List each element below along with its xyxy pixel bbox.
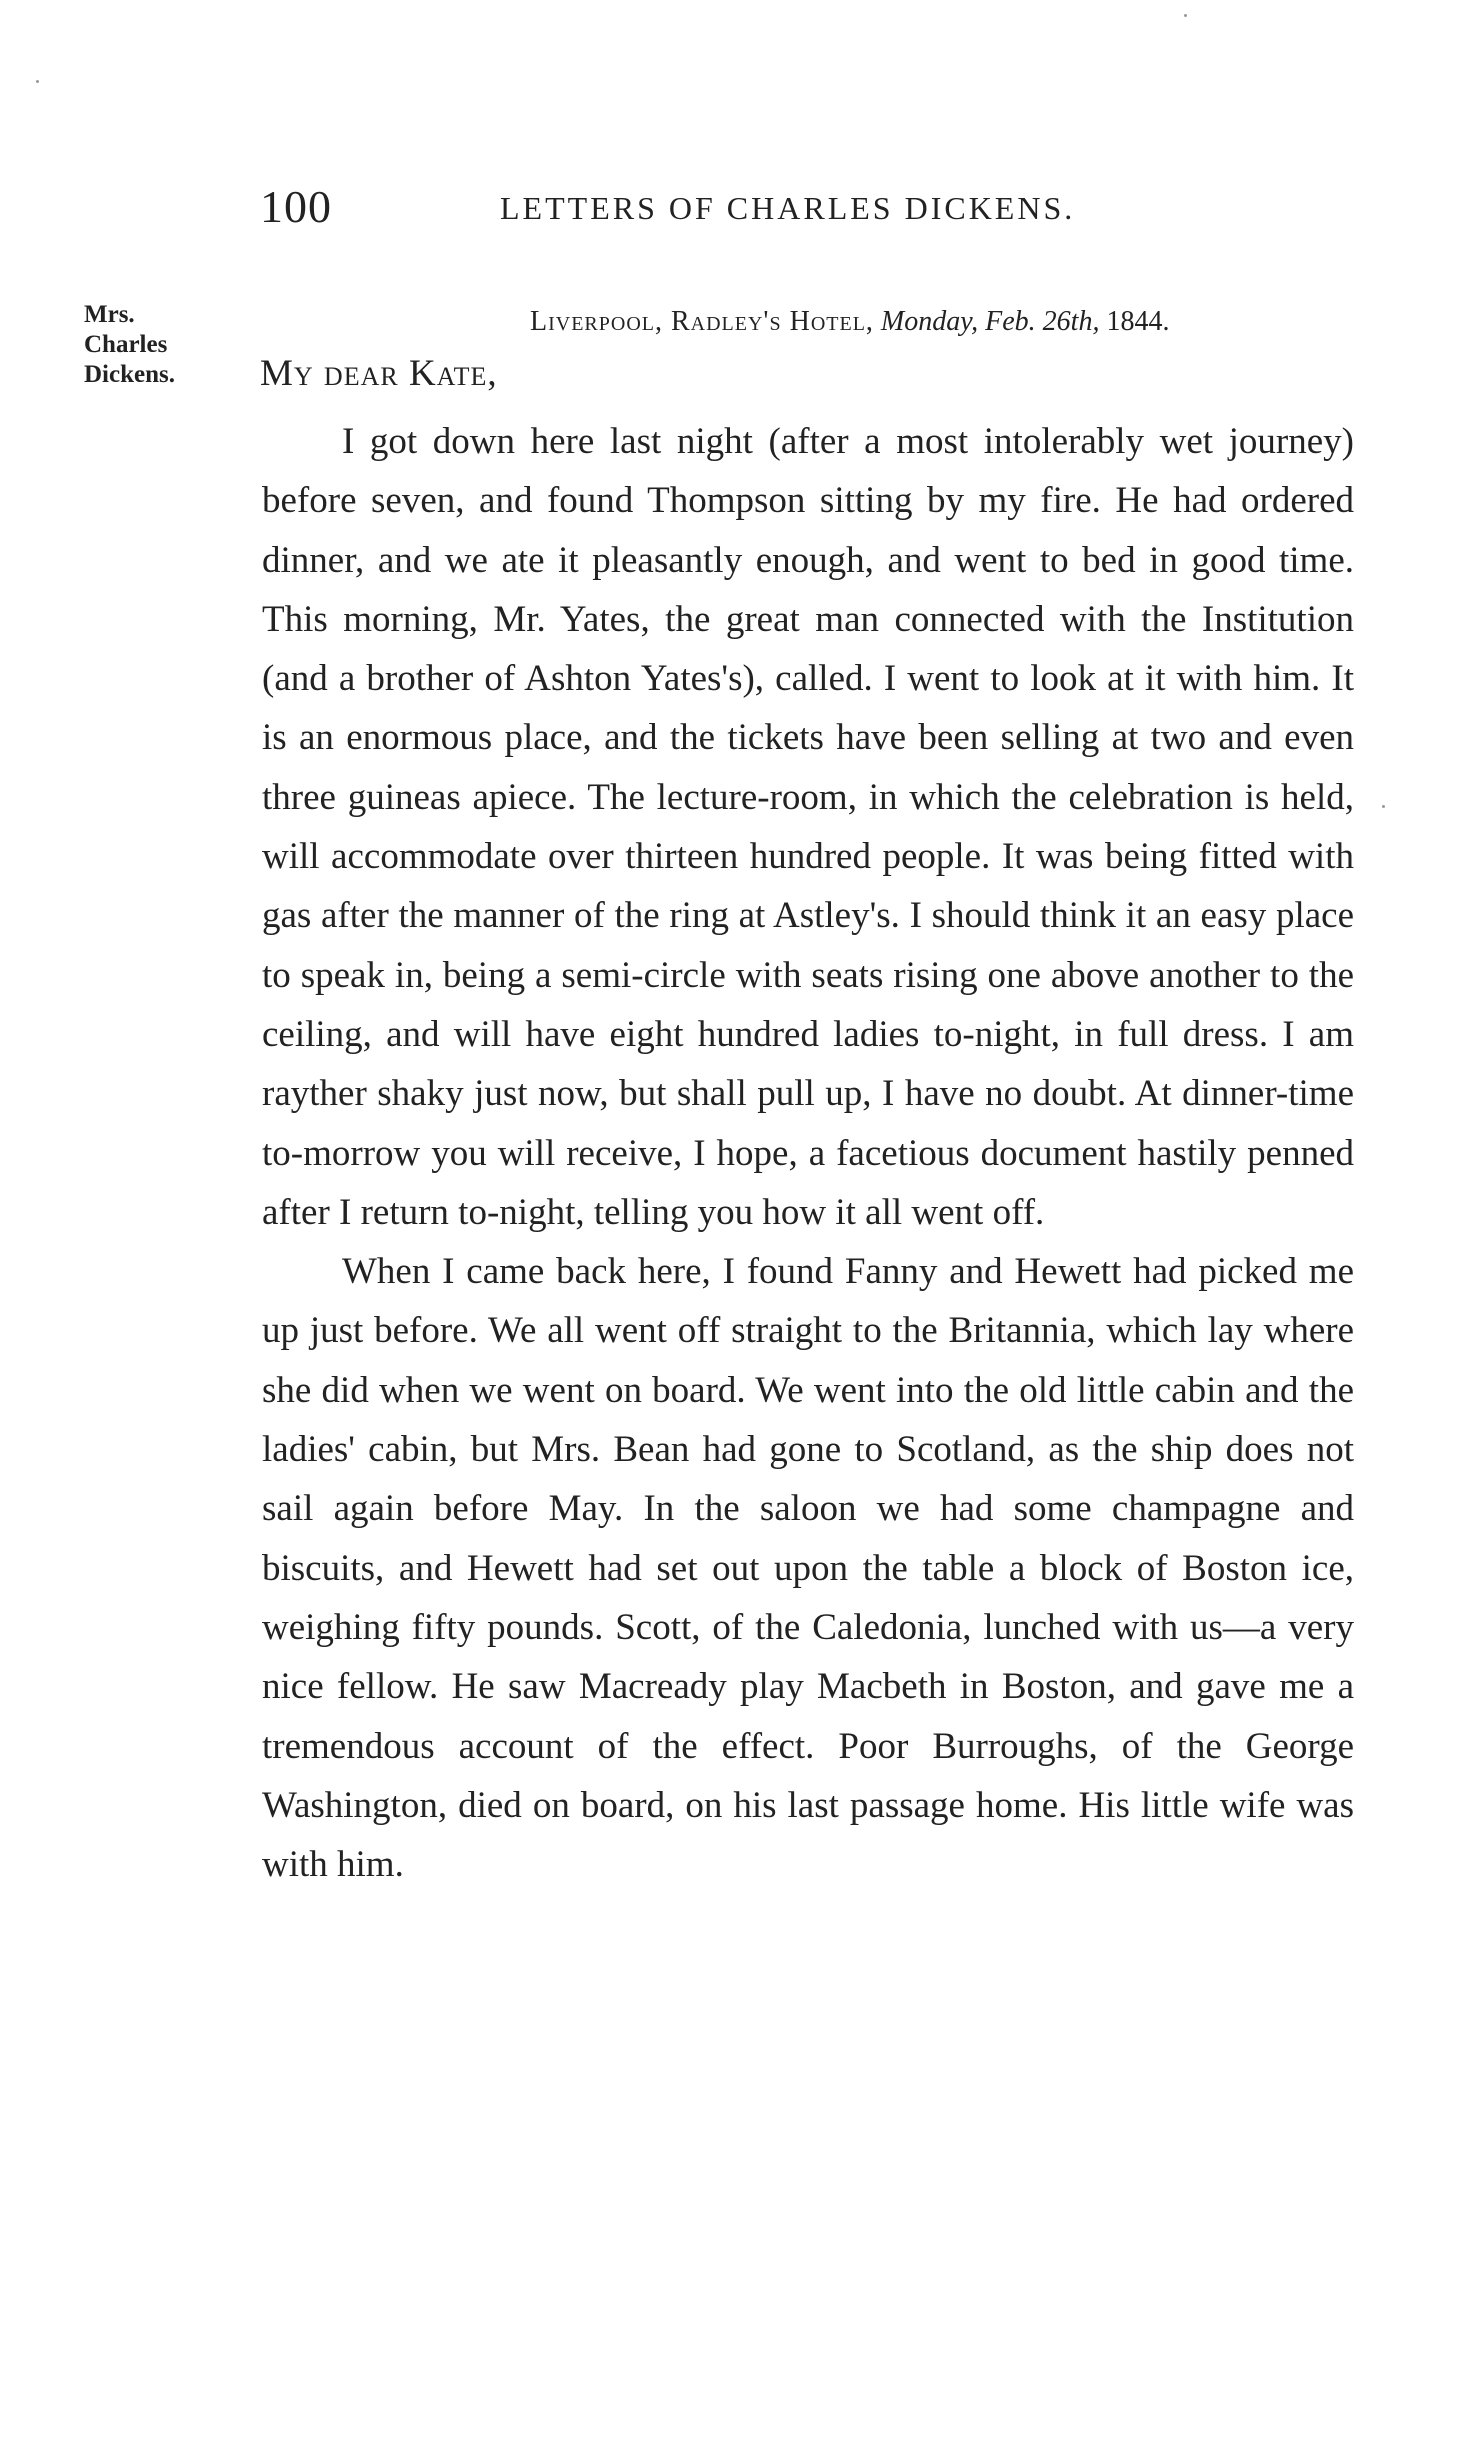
margin-note-line: Mrs. (84, 301, 135, 328)
dateline-day: Monday, Feb. 26th, (880, 306, 1100, 337)
scan-speck (36, 80, 39, 83)
margin-note-line: Charles (84, 331, 168, 358)
letter-dateline (530, 306, 1169, 338)
margin-note (84, 300, 224, 390)
dateline-year: 1844. (1106, 306, 1170, 337)
paragraph: When I came back here, I found Fanny and Hewett had picked me up just before. We all went off straight to the Britannia, which lay where she did when we went on board. We went into the old little cabin and the ladies' cabin, but Mrs. Bean had gone to Scotland, as the ship does not sail again before May. In the saloon we had some champagne and biscuits, and Hewett had set out upon the table a block of Boston ice, weighing fifty pounds. Scott, of the Caledonia, lunched with us—a very nice fellow. He saw Macready play Macbeth in Boston, and gave me a tremendous account of the effect. Poor Burroughs, of the George Washington, died on board, on his last passage home. His little wife was with him. (262, 1251, 1354, 1886)
dateline-place: Liverpool, Radley's Hotel, (530, 306, 874, 337)
page-number: 100 (260, 181, 332, 232)
margin-note-line: Dickens. (84, 361, 175, 388)
letter-body (262, 412, 1354, 1894)
scan-speck (1382, 805, 1385, 808)
paragraph: I got down here last night (after a most intolerably wet journey) before seven, and found Thompson sitting by my fire. He had ordered dinner, and we ate it pleasantly enough, and went to bed in good time. This morning, Mr. Yates, the great man connected with the Institution (and a brother of Ashton Yates's), called. I went to look at it with him. It is an enormous place, and the tickets have been selling at two and even three guineas apiece. The lecture-room, in which the celebration is held, will accommodate over thirteen hundred people. It was being fitted with gas after the manner of the ring at Astley's. I should think it an easy place to speak in, being a semi-circle with seats rising one above another to the ceiling, and will have eight hundred ladies to-night, in full dress. I am rayther shaky just now, but shall pull up, I have no doubt. At dinner-time to-morrow you will receive, I hope, a facetious document hastily penned after I return to-night, telling you how it all went off. (262, 421, 1354, 1233)
running-head: LETTERS OF CHARLES DICKENS. (500, 190, 1076, 226)
scan-speck (1184, 14, 1187, 17)
letter-salutation: My dear Kate, (260, 353, 498, 394)
